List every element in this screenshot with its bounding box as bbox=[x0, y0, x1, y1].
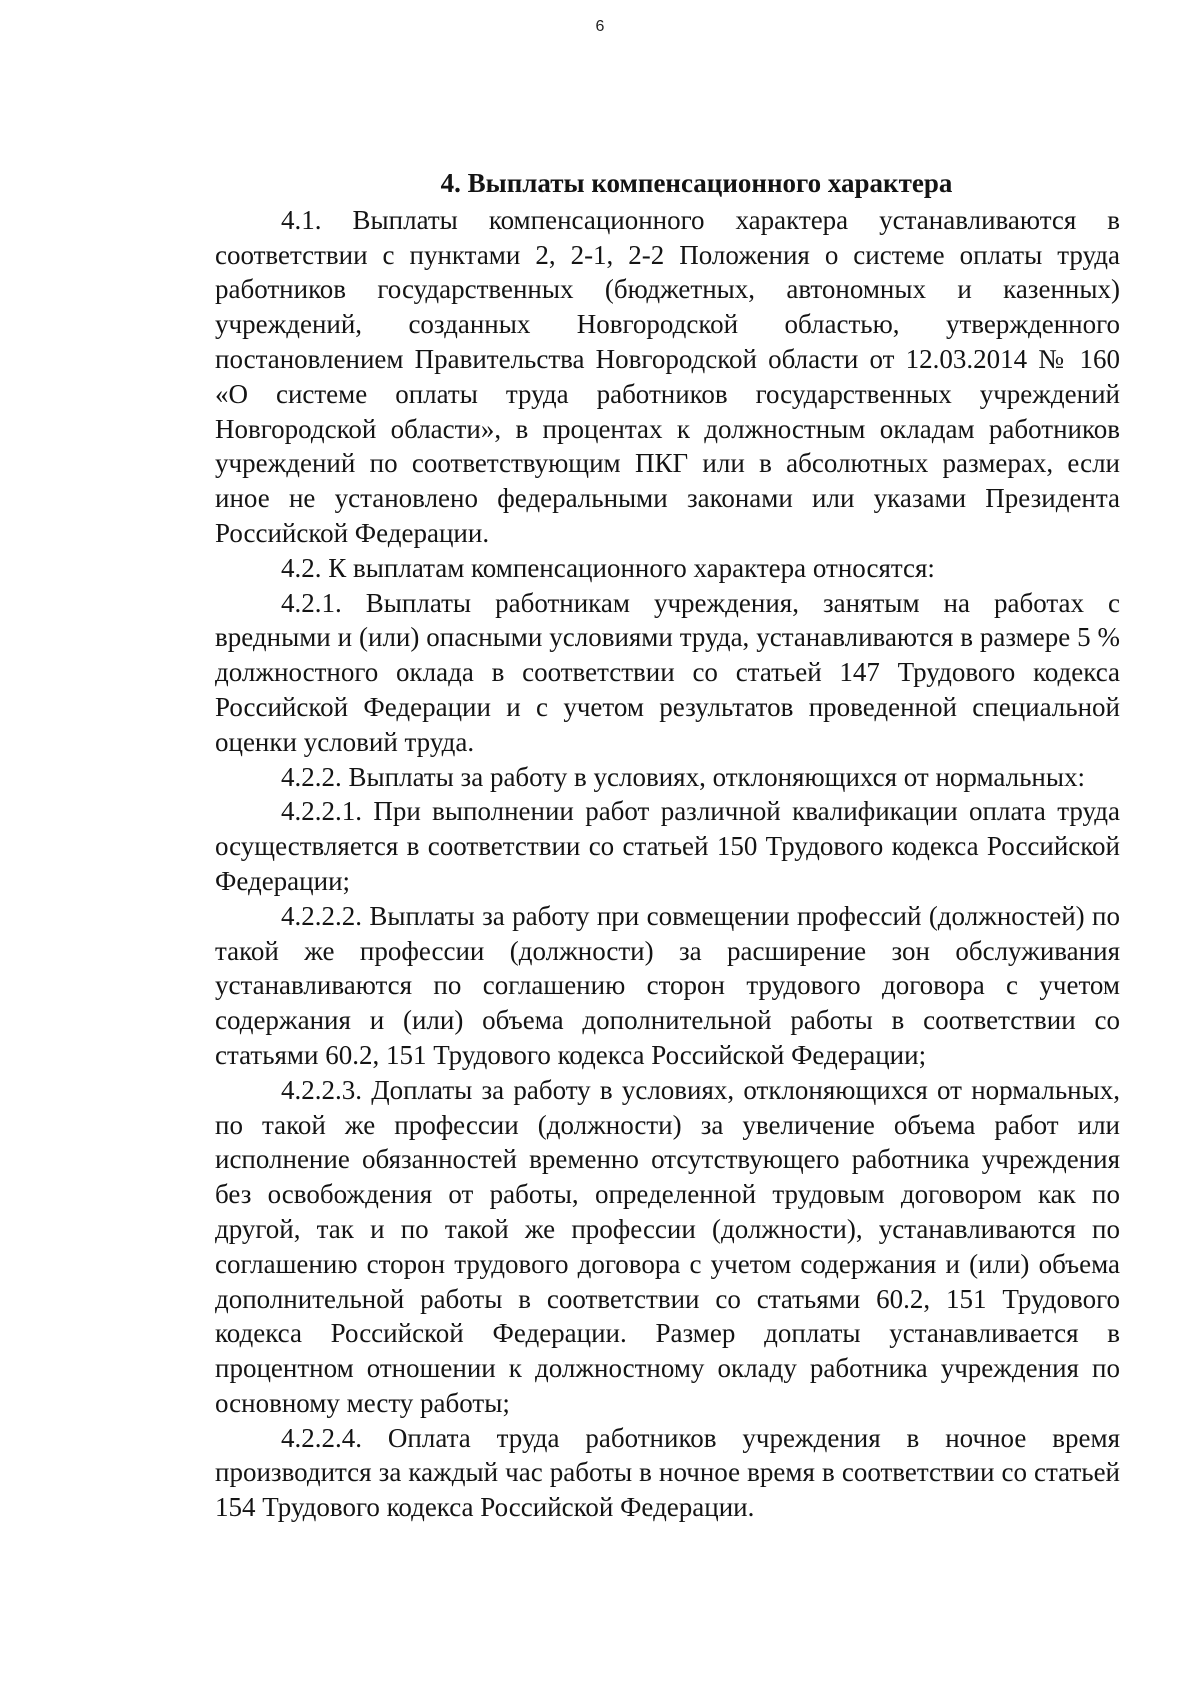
page-number: 6 bbox=[595, 18, 605, 35]
document-body bbox=[215, 166, 1120, 1525]
paragraph-4-2-2-2: 4.2.2.2. Выплаты за работу при совмещении профессий (должностей) по такой же профессии (должности) за расширение зон обслуживания устанавливаются по соглашению сторон трудового договора с учетом содержания и (или) объема дополнительной работы в соответствии со статьями 60.2, 151 Трудового кодекса Российской Федерации; bbox=[215, 900, 1120, 1070]
paragraph-4-2-2: 4.2.2. Выплаты за работу в условиях, отклоняющихся от нормальных: bbox=[281, 761, 1086, 792]
paragraph-4-2: 4.2. К выплатам компенсационного характера относятся: bbox=[281, 552, 935, 583]
section-title: 4. Выплаты компенсационного характера bbox=[440, 168, 953, 198]
paragraph-4-2-2-1: 4.2.2.1. При выполнении работ различной квалификации оплата труда осуществляется в соответствии со статьей 150 Трудового кодекса Российской Федерации; bbox=[215, 796, 1120, 896]
paragraph-4-2-2-4: 4.2.2.4. Оплата труда работников учреждения в ночное время производится за каждый час работы в ночное время в соответствии со статьей 154 Трудового кодекса Российской Федерации. bbox=[215, 1422, 1120, 1523]
paragraph-4-1: 4.1. Выплаты компенсационного характера устанавливаются в соответствии с пунктами 2, 2-1, 2-2 Положения о системе оплаты труда работников государственных (бюджетных, автономных и казенных) учреждений, созданных Новгородской областью, утвержденного постановлением Правительства Новгородской области от 12.03.2014 № 160 «О системе оплаты труда работников государственных учреждений Новгородской области», в процентах к должностным окладам работников учреждений по соответствующим ПКГ или в абсолютных размерах, если иное не установлено федеральными законами или указами Президента Российской Федерации. bbox=[215, 204, 1120, 548]
paragraph-4-2-2-3: 4.2.2.3. Доплаты за работу в условиях, отклоняющихся от нормальных, по такой же профессии (должности) за увеличение объема работ или исполнение обязанностей временно отсутствующего работника учреждения без освобождения от работы, определенной трудовым договором как по другой, так и по такой же профессии (должности), устанавливаются по соглашению сторон трудового договора с учетом содержания и (или) объема дополнительной работы в соответствии со статьями 60.2, 151 Трудового кодекса Российской Федерации. Размер доплаты устанавливается в процентном отношении к должностному окладу работника учреждения по основному месту работы; bbox=[215, 1074, 1120, 1418]
paragraph-4-2-1: 4.2.1. Выплаты работникам учреждения, занятым на работах с вредными и (или) опасными условиями труда, устанавливаются в размере 5 % должностного оклада в соответствии со статьей 147 Трудового кодекса Российской Федерации и с учетом результатов проведенной специальной оценки условий труда. bbox=[215, 587, 1120, 757]
